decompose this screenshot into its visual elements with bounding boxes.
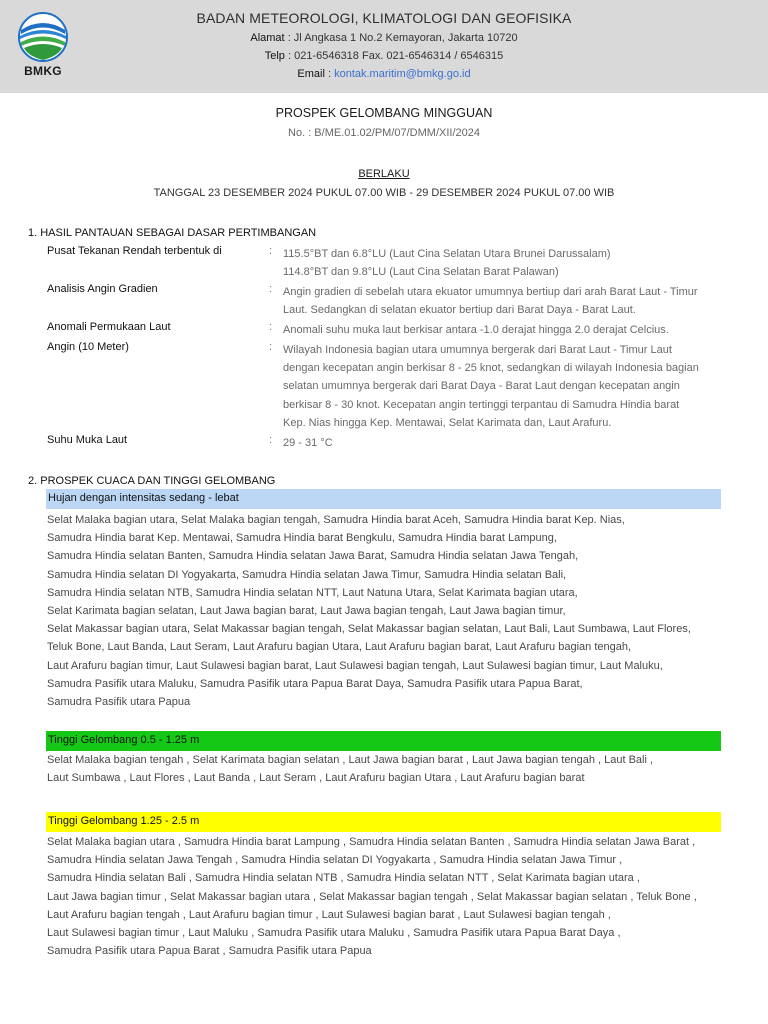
document-title: PROSPEK GELOMBANG MINGGUAN	[275, 106, 493, 120]
area-line: Teluk Bone, Laut Banda, Laut Seram, Laut Arafuru bagian Utara, Laut Arafuru bagian barat, Laut Arafuru bagian tengah,	[47, 641, 632, 654]
value-line: Angin gradien di sebelah utara ekuator umumnya bertiup dari arah Barat Laut - Timur	[283, 286, 698, 298]
row-label: Anomali Permukaan Laut	[47, 321, 171, 333]
validity-heading: BERLAKU	[358, 168, 410, 180]
area-line: Selat Karimata bagian selatan, Laut Jawa bagian barat, Laut Jawa bagian tengah, Laut Jawa bagian timur,	[47, 605, 566, 618]
value-line: dengan kecepatan angin berkisar 8 - 25 knot, sedangkan di wilayah Indonesia bagian	[283, 362, 699, 375]
area-line: Samudra Pasifik utara Papua Barat , Samudra Pasifik utara Papua	[47, 945, 372, 958]
phone-label: Telp	[264, 50, 285, 62]
section-1-heading: 1. HASIL PANTAUAN SEBAGAI DASAR PERTIMBANGAN	[28, 227, 317, 239]
area-line: Samudra Hindia selatan Jawa Tengah , Samudra Hindia selatan DI Yogyakarta , Samudra Hindia selatan Jawa Timur ,	[47, 854, 623, 867]
area-line: Samudra Hindia selatan DI Yogyakarta, Samudra Hindia selatan Jawa Timur, Samudra Hindia selatan Bali,	[47, 568, 567, 581]
row-label: Suhu Muka Laut	[47, 434, 128, 446]
email-separator: :	[327, 68, 332, 80]
row-colon: :	[269, 321, 273, 333]
address-line	[0, 32, 768, 44]
document-number: No. : B/ME.01.02/PM/07/DMM/XII/2024	[288, 127, 480, 139]
validity-period: TANGGAL 23 DESEMBER 2024 PUKUL 07.00 WIB - 29 DESEMBER 2024 PUKUL 07.00 WIB	[153, 187, 615, 199]
wave-category-band-low: Tinggi Gelombang 0.5 - 1.25 m	[46, 731, 721, 751]
area-line: Samudra Pasifik utara Papua	[47, 696, 191, 709]
area-line: Samudra Hindia selatan Banten, Samudra Hindia selatan Jawa Barat, Samudra Hindia selatan Jawa Tengah,	[47, 550, 579, 563]
area-line: Samudra Pasifik utara Maluku, Samudra Pasifik utara Papua Barat Daya, Samudra Pasifik utara Papua Barat,	[47, 677, 583, 690]
rain-category-band: Hujan dengan intensitas sedang - lebat	[46, 489, 721, 509]
wave-low-area-list	[47, 751, 737, 787]
area-line: Laut Arafuru bagian tengah , Laut Arafuru bagian timur , Laut Sulawesi bagian barat , Laut Sulawesi bagian tengah ,	[47, 908, 611, 921]
email-line	[0, 68, 768, 80]
email-link[interactable]: kontak.maritim@bmkg.go.id	[334, 68, 471, 80]
area-line: Samudra Hindia selatan NTB, Samudra Hindia selatan NTT, Laut Natuna Utara, Selat Karimata bagian utara,	[47, 586, 578, 599]
value-line: berkisar 8 - 30 knot. Kecepatan angin tertinggi terpantau di Samudra Hindia barat	[283, 398, 680, 411]
row-value	[283, 321, 723, 339]
area-line: Laut Sulawesi bagian timur , Laut Maluku , Samudra Pasifik utara Maluku , Samudra Pasifik utara Papua Barat Daya ,	[47, 927, 621, 940]
phone-value: : 021-6546318 Fax. 021-6546314 / 6546315	[287, 50, 504, 62]
phone-line	[0, 50, 768, 62]
row-value	[283, 245, 723, 281]
value-line: 29 - 31 °C	[283, 437, 333, 449]
row-colon: :	[269, 245, 273, 257]
value-line: Anomali suhu muka laut berkisar antara -1.0 derajat hingga 2.0 derajat Celcius.	[283, 324, 669, 336]
wave-category-band-mid: Tinggi Gelombang 1.25 - 2.5 m	[46, 812, 721, 832]
row-label: Angin (10 Meter)	[47, 341, 129, 353]
row-colon: :	[269, 341, 273, 353]
address-value: : Jl Angkasa 1 No.2 Kemayoran, Jakarta 10720	[287, 32, 518, 44]
area-line: Selat Malaka bagian tengah , Selat Karimata bagian selatan , Laut Jawa bagian barat , Laut Jawa bagian tengah , Laut Bali ,	[47, 754, 654, 766]
value-line: selatan umumnya bergerak dari Barat Daya - Barat Laut dengan kecepatan angin	[283, 380, 680, 393]
section-2-heading: 2. PROSPEK CUACA DAN TINGGI GELOMBANG	[28, 475, 276, 487]
rain-area-list	[47, 511, 737, 711]
row-label: Analisis Angin Gradien	[47, 283, 158, 295]
row-label: Pusat Tekanan Rendah terbentuk di	[47, 245, 222, 257]
area-line: Samudra Hindia selatan Bali , Samudra Hindia selatan NTB , Samudra Hindia selatan NTT , Selat Karimata bagian utara ,	[47, 872, 640, 885]
value-line: Wilayah Indonesia bagian utara umumnya bergerak dari Barat Laut - Timur Laut	[283, 344, 672, 356]
row-colon: :	[269, 434, 273, 446]
row-value	[283, 341, 723, 432]
row-value	[283, 283, 723, 319]
value-line: Laut. Sedangkan di selatan ekuator bertiup dari Barat Daya - Barat Laut.	[283, 304, 636, 317]
organization-name: BADAN METEOROLOGI, KLIMATOLOGI DAN GEOFISIKA	[196, 10, 572, 26]
area-line: Samudra Hindia barat Kep. Mentawai, Samudra Hindia barat Bengkulu, Samudra Hindia barat Lampung,	[47, 532, 557, 545]
area-line: Selat Malaka bagian utara , Samudra Hindia barat Lampung , Samudra Hindia selatan Banten , Samudra Hindia selatan Jawa Barat ,	[47, 836, 696, 848]
row-value	[283, 434, 723, 452]
letterhead	[0, 0, 768, 93]
area-line: Laut Arafuru bagian timur, Laut Sulawesi bagian barat, Laut Sulawesi bagian tengah, Laut Sulawesi bagian timur, Laut Maluku,	[47, 659, 663, 672]
email-label: Email	[297, 68, 325, 80]
value-line: 114.8°BT dan 9.8°LU (Laut Cina Selatan Barat Palawan)	[283, 266, 559, 279]
wave-mid-area-list	[47, 833, 737, 960]
area-line: Laut Sumbawa , Laut Flores , Laut Banda , Laut Seram , Laut Arafuru bagian Utara , Laut Arafuru bagian barat	[47, 772, 585, 785]
area-line: Laut Jawa bagian timur , Selat Makassar bagian utara , Selat Makassar bagian tengah , Selat Makassar bagian selatan , Teluk Bone ,	[47, 890, 697, 903]
area-line: Selat Malaka bagian utara, Selat Malaka bagian tengah, Samudra Hindia barat Aceh, Samudra Hindia barat Kep. Nias,	[47, 514, 625, 526]
value-line: Kep. Nias hingga Kep. Mentawai, Selat Karimata dan, Laut Arafuru.	[283, 416, 612, 429]
row-colon: :	[269, 283, 273, 295]
value-line: 115.5°BT dan 6.8°LU (Laut Cina Selatan Utara Brunei Darussalam)	[283, 248, 611, 260]
logo-text: BMKG	[24, 64, 62, 78]
address-label: Alamat	[250, 32, 285, 44]
area-line: Selat Makassar bagian utara, Selat Makassar bagian tengah, Selat Makassar bagian selatan, Laut Bali, Laut Sumbawa, Laut Flores,	[47, 623, 691, 636]
